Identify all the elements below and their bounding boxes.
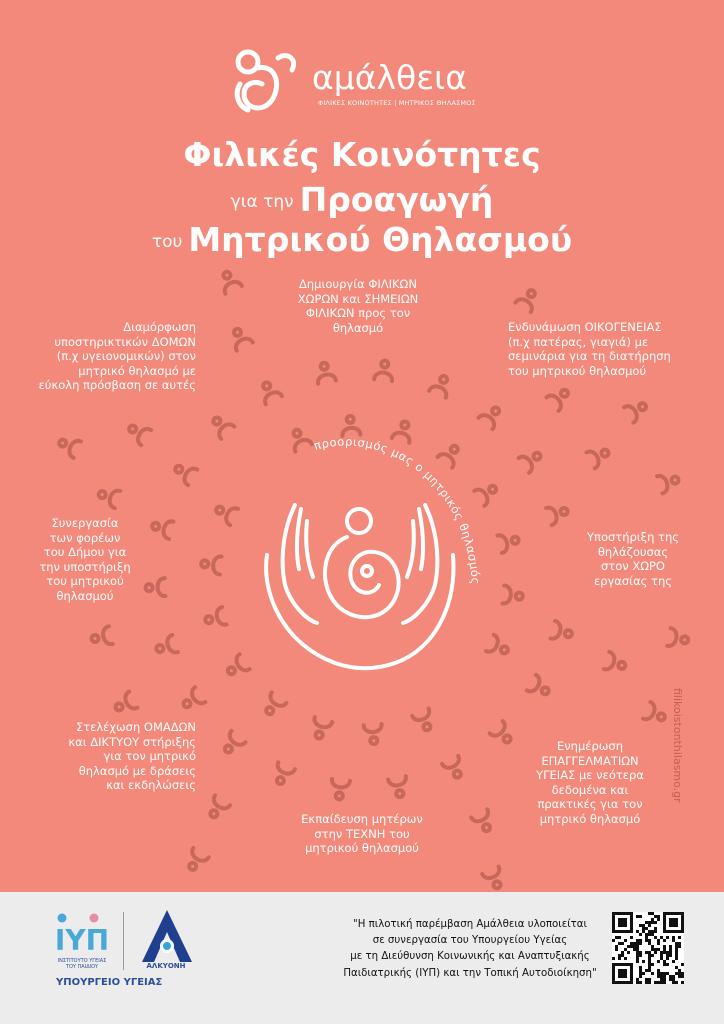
person-figure-icon — [154, 635, 178, 658]
person-figure-icon — [171, 460, 197, 485]
block-right — [578, 530, 688, 588]
person-figure-icon — [145, 578, 165, 597]
block-bottom-left-line: και εκδηλώσεις — [106, 778, 196, 792]
person-figure-icon — [657, 470, 681, 493]
person-figure-icon — [515, 286, 540, 312]
block-bottom-left-line: θηλασμό με δράσεις — [78, 763, 196, 778]
block-right-line: στον ΧΩΡΟ — [601, 559, 665, 573]
person-figure-icon — [125, 419, 151, 445]
block-bottom-left-line: για τον μητρικό — [103, 749, 196, 763]
block-top-left-line: μητρικό θηλασμό με — [78, 363, 196, 378]
person-figure-icon — [429, 373, 453, 398]
logo-subtitle: ΦΙΛΙΚΕΣ ΚΟΙΝΟΤΗΤΕΣ | ΜΗΤΡΙΚΟΣ ΘΗΛΑΣΜΟΣ — [318, 99, 476, 107]
block-top-line: Δημιουργία ΦΙΛΙΚΩΝ — [299, 277, 417, 291]
block-top-right-line: σεμινάρια για τη διατήρηση — [508, 349, 671, 363]
center-arc-text — [255, 420, 495, 650]
block-bottom — [287, 812, 437, 856]
block-top-line: θηλασμό — [332, 320, 384, 335]
person-figure-icon — [546, 502, 570, 525]
person-figure-icon — [219, 731, 245, 757]
block-bottom-line: στην ΤΕΧΝΗ του — [314, 826, 410, 841]
footer-quote — [336, 917, 604, 982]
website-url — [668, 688, 688, 828]
person-figure-icon — [200, 555, 221, 575]
block-bottom-line: μητρικού θηλασμού — [305, 841, 419, 855]
person-figure-icon — [96, 485, 120, 508]
person-figure-icon — [150, 517, 173, 539]
iyp-subtitle: ΙΝΣΤΙΤΟΥΤΟ ΥΓΕΙΑΣ ΤΟΥ ΠΑΙΔΙΟΥ — [57, 958, 107, 970]
person-figure-icon — [412, 709, 436, 734]
block-left-line: θηλασμού — [56, 588, 114, 603]
person-figure-icon — [388, 776, 409, 798]
ministry-label: ΥΠΟΥΡΓΕΙΟ ΥΓΕΙΑΣ — [56, 977, 163, 988]
block-bottom-right-line: ΕΠΑΓΓΕΛΜΑΤΙΩΝ — [541, 753, 639, 768]
person-figure-icon — [624, 397, 650, 422]
block-top-right-line: (π.χ πατέρας, γιαγιά) με — [508, 334, 649, 349]
block-bottom-right-line: πρακτικές για τον — [537, 797, 643, 811]
person-figure-icon — [643, 702, 668, 726]
block-top — [288, 277, 428, 335]
alkyoni-label: ΑΛΚΥΟΝΗ — [146, 962, 186, 970]
block-bottom-right-line: δεδομένα και — [551, 782, 629, 797]
iyp-logo-icon — [52, 912, 112, 958]
footer — [0, 892, 724, 1024]
iyp-logo-text: ΙΥΠ — [54, 924, 110, 957]
person-figure-icon — [228, 325, 253, 351]
block-bottom-right — [528, 739, 652, 826]
person-figure-icon — [310, 717, 333, 741]
block-right-line: Υποστήριξη της — [587, 530, 679, 544]
block-bottom-line: Εκπαίδευση μητέρων — [301, 812, 423, 826]
block-top-left-line: (π.χ υγειονομικών) στον — [56, 349, 196, 363]
person-figure-icon — [587, 443, 613, 468]
person-figure-icon — [271, 762, 295, 787]
block-left-line: του Δήμου για — [43, 545, 127, 559]
footer-quote-line: "Η πιλοτική παρέμβαση Αμάλθεια υλοποιείται — [353, 919, 587, 930]
person-figure-icon — [315, 361, 336, 383]
person-figure-icon — [217, 268, 241, 293]
person-figure-icon — [667, 628, 689, 649]
block-bottom-right-line: Ενημέρωση — [556, 739, 624, 753]
person-figure-icon — [183, 848, 208, 874]
arc-text: προορισμός μας ο μητρικός θηλασμός — [312, 434, 483, 585]
footer-quote-line: σε συνεργασία του Υπουργείου Υγείας — [372, 935, 568, 947]
person-figure-icon — [112, 692, 138, 717]
person-figure-icon — [260, 692, 286, 718]
person-figure-icon — [374, 360, 394, 381]
footer-divider — [123, 912, 124, 970]
person-figure-icon — [604, 652, 628, 675]
block-bottom-left-line: Στελέχωση ΟΜΑΔΩΝ — [75, 720, 196, 734]
block-top-line: ΦΙΛΙΚΩΝ προς τον — [305, 306, 411, 320]
qr-code-icon[interactable] — [612, 912, 684, 984]
title-line-2-big: Προαγωγή — [299, 180, 494, 219]
block-bottom-left — [40, 720, 196, 793]
person-figure-icon — [482, 867, 506, 892]
title-line-1: Φιλικές Κοινότητες — [183, 135, 541, 174]
person-figure-icon — [497, 531, 520, 553]
person-figure-icon — [519, 447, 545, 473]
block-top-left-line: εύκολη πρόσβαση σε αυτές — [38, 378, 196, 392]
svg-text:προορισμός μας ο μητρικός θηλα — [312, 435, 482, 585]
block-left-line: των φορέων — [49, 530, 121, 545]
person-figure-icon — [471, 809, 496, 835]
person-figure-icon — [330, 779, 350, 800]
logo-name: αμάλθεια — [312, 58, 467, 97]
block-left-line: την υποστήριξη — [39, 559, 131, 574]
block-left — [30, 516, 140, 603]
block-right-line: εργασίας της — [593, 573, 673, 588]
block-top-left — [30, 320, 196, 393]
person-figure-icon — [551, 621, 574, 643]
block-left-line: του μητρικού — [46, 574, 124, 588]
alkyoni-logo-icon — [138, 908, 196, 964]
person-figure-icon — [442, 756, 467, 781]
block-left-line: Συνεργασία — [51, 516, 119, 530]
person-figure-icon — [223, 654, 249, 680]
block-bottom-right-line: ΥΓΕΙΑΣ με νεότερα — [536, 768, 644, 782]
footer-quote-line: Παιδιατρικής (ΙΥΠ) και την Τοπική Αυτοδιοίκηση" — [343, 967, 597, 979]
person-figure-icon — [179, 687, 205, 713]
block-top-right — [508, 320, 688, 378]
person-figure-icon — [547, 384, 574, 410]
footer-quote-line: με τη Διεύθυνση Κοινωνικής και Αναπτυξιακής — [350, 951, 590, 963]
person-figure-icon — [257, 379, 282, 404]
person-figure-icon — [203, 607, 226, 629]
title-line-3-small: του — [151, 232, 183, 252]
block-bottom-right-line: μητρικό θηλασμό — [539, 811, 641, 826]
website-url-text: filikoistonthilasmo.gr — [671, 688, 684, 803]
title-line-3-big: Μητρικού Θηλασμού — [188, 220, 573, 259]
block-top-left-line: υποστηρικτικών ΔΟΜΩΝ — [54, 334, 196, 349]
person-figure-icon — [490, 721, 516, 748]
block-bottom-left-line: και ΔΙΚΤΥΟΥ στήριξης — [68, 734, 196, 749]
block-top-right-line: Ενδυνάμωση ΟΙΚΟΓΕΝΕΙΑΣ — [508, 320, 662, 334]
person-figure-icon — [208, 412, 234, 439]
person-figure-icon — [90, 626, 113, 648]
block-top-line: ΧΩΡΩΝ και ΣΗΜΕΙΩΝ — [297, 291, 419, 306]
person-figure-icon — [204, 795, 230, 821]
person-figure-icon — [213, 501, 238, 526]
person-figure-icon — [56, 433, 81, 457]
person-figure-icon — [527, 675, 553, 700]
title-line-2-small: για την — [230, 192, 294, 212]
block-right-line: θηλάζουσας — [597, 544, 669, 559]
block-top-left-line: Διαμόρφωση — [123, 320, 196, 334]
block-top-right-line: του μητρικού θηλασμού — [508, 363, 647, 378]
person-figure-icon — [364, 724, 383, 745]
person-figure-icon — [502, 586, 523, 606]
